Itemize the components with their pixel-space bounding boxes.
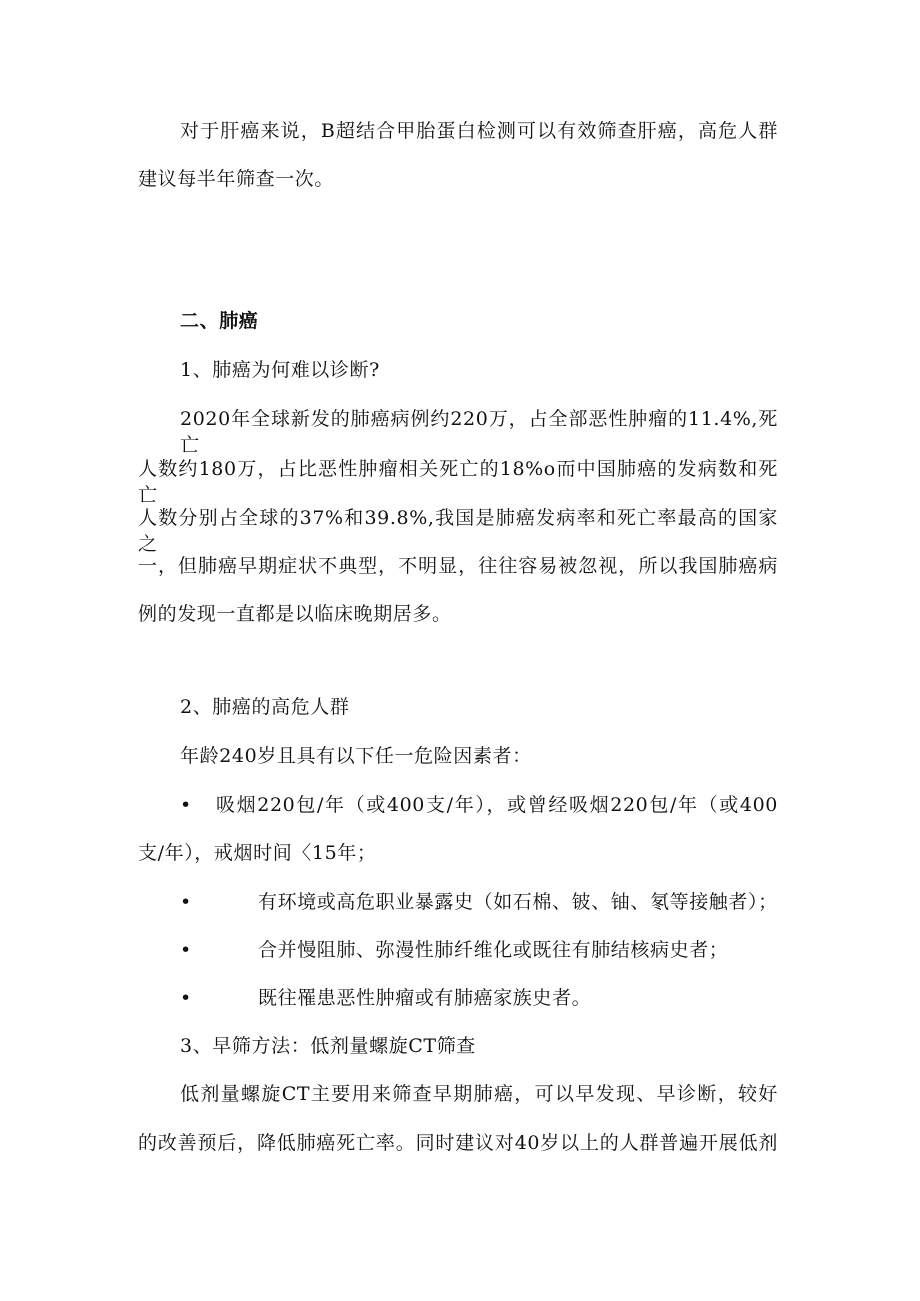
- bullet-family-history: 既往罹患恶性肿瘤或有肺癌家族史者。: [258, 987, 592, 1009]
- age-criteria-line: 年龄240岁且具有以下任一危险因素者：: [180, 745, 532, 767]
- stats-paragraph-line-4: 一，但肺癌早期症状不典型，不明显，往往容易被忽视，所以我国肺癌病: [138, 555, 778, 577]
- stats-paragraph-line-3: 人数分别占全球的37%和39.8%,我国是肺癌发病率和死亡率最高的国家之: [138, 507, 778, 555]
- bullet-copd-history: 合并慢阻肺、弥漫性肺纤维化或既往有肺结核病史者；: [258, 939, 729, 961]
- bullet-occupational-exposure: 有环境或高危职业暴露史（如石棉、铍、铀、氡等接触者）；: [258, 891, 778, 913]
- subheading-high-risk-groups: 2、肺癌的高危人群: [180, 696, 350, 718]
- stats-paragraph-line-2: 人数约180万，占比恶性肿瘤相关死亡的18%o而中国肺癌的发病数和死亡: [138, 458, 778, 506]
- stats-paragraph-line-1: 2020年全球新发的肺癌病例约220万，占全部恶性肿瘤的11.4%,死亡: [180, 408, 778, 456]
- bullet-marker: •: [180, 939, 192, 961]
- bullet-smoking-line-2: 支/年），戒烟时间〈15年；: [138, 842, 377, 864]
- liver-paragraph-line-1: 对于肝癌来说，B超结合甲胎蛋白检测可以有效筛查肝癌，高危人群: [180, 120, 778, 142]
- section-heading-lung-cancer: 二、肺癌: [180, 310, 259, 332]
- subheading-screening-method: 3、早筛方法：低剂量螺旋CT筛查: [180, 1035, 476, 1057]
- liver-paragraph-line-2: 建议每半年筛查一次。: [138, 168, 335, 190]
- bullet-marker: •: [180, 794, 192, 816]
- stats-paragraph-line-5: 例的发现一直都是以临床晚期居多。: [138, 603, 452, 625]
- bullet-smoking-line-1: 吸烟220包/年（或400支/年），或曾经吸烟220包/年（或400: [216, 794, 778, 816]
- ct-paragraph-line-2: 的改善预后，降低肺癌死亡率。同时建议对40岁以上的人群普遍开展低剂: [138, 1132, 778, 1154]
- bullet-marker: •: [180, 987, 192, 1009]
- ct-paragraph-line-1: 低剂量螺旋CT主要用来筛查早期肺癌，可以早发现、早诊断，较好: [180, 1083, 778, 1105]
- bullet-marker: •: [180, 891, 192, 913]
- subheading-why-hard-to-diagnose: 1、肺癌为何难以诊断?: [180, 359, 380, 381]
